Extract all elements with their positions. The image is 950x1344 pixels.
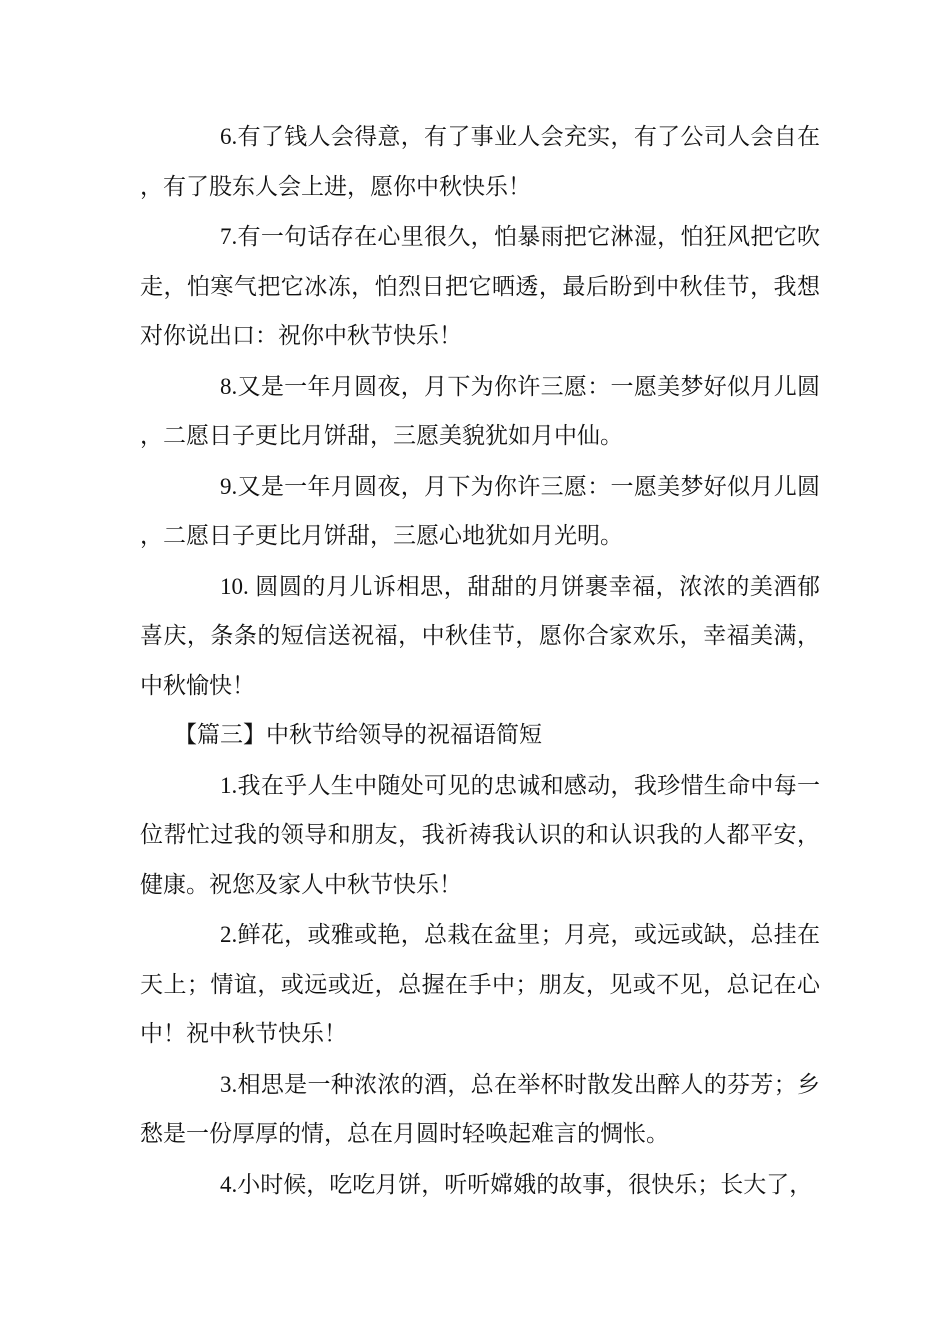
list-item-10 <box>140 562 820 712</box>
item-number: 2. <box>220 922 238 947</box>
item-number: 9. <box>220 473 238 499</box>
list-item-7 <box>140 212 820 362</box>
item-text: 相思是一种浓浓的酒，总在举杯时散发出醉人的芬芳；乡愁是一份厚厚的情，总在月圆时轻唤起难言的惆怅。 <box>140 1071 820 1147</box>
list-item-8 <box>140 362 820 462</box>
list-item-2 <box>140 910 820 1060</box>
item-text: 我在乎人生中随处可见的忠诚和感动，我珍惜生命中每一位帮忙过我的领导和朋友，我祈祷我认识的和认识我的人都平安，健康。祝您及家人中秋节快乐！ <box>140 772 820 898</box>
item-number: 6. <box>220 124 238 149</box>
list-item-9 <box>140 462 820 562</box>
item-text: 有一句话存在心里很久，怕暴雨把它淋湿，怕狂风把它吹走，怕寒气把它冰冻，怕烈日把它晒透，最后盼到中秋佳节，我想对你说出口：祝你中秋节快乐！ <box>140 224 820 349</box>
item-number: 10. <box>220 573 249 599</box>
item-text: 又是一年月圆夜，月下为你许三愿：一愿美梦好似月儿圆，二愿日子更比月饼甜，三愿美貌犹如月中仙。 <box>140 373 820 449</box>
item-number: 4. <box>220 1171 238 1197</box>
list-item-4 <box>140 1160 820 1211</box>
item-number: 7. <box>220 224 238 249</box>
item-text: 鲜花，或雅或艳，总栽在盆里；月亮，或远或缺，总挂在天上；情谊，或远或近，总握在手中；朋友，见或不见，总记在心中！祝中秋节快乐！ <box>140 922 820 1047</box>
item-text: 有了钱人会得意，有了事业人会充实，有了公司人会自在，有了股东人会上进，愿你中秋快乐！ <box>140 124 820 200</box>
section-heading: 【篇三】中秋节给领导的祝福语简短 <box>174 722 542 748</box>
item-text: 又是一年月圆夜，月下为你许三愿：一愿美梦好似月儿圆，二愿日子更比月饼甜，三愿心地犹如月光明。 <box>140 473 820 549</box>
item-number: 3. <box>220 1071 238 1097</box>
document-body <box>140 112 820 1210</box>
list-item-1 <box>140 761 820 911</box>
item-text: 圆圆的月儿诉相思，甜甜的月饼裹幸福，浓浓的美酒郁喜庆，条条的短信送祝福，中秋佳节，愿你合家欢乐，幸福美满，中秋愉快！ <box>140 573 820 699</box>
item-number: 1. <box>220 772 238 798</box>
item-text: 小时候，吃吃月饼，听听嫦娥的故事，很快乐；长大了， <box>237 1171 813 1198</box>
list-item-6 <box>140 112 820 212</box>
item-number: 8. <box>220 373 238 399</box>
list-item-3 <box>140 1060 820 1160</box>
